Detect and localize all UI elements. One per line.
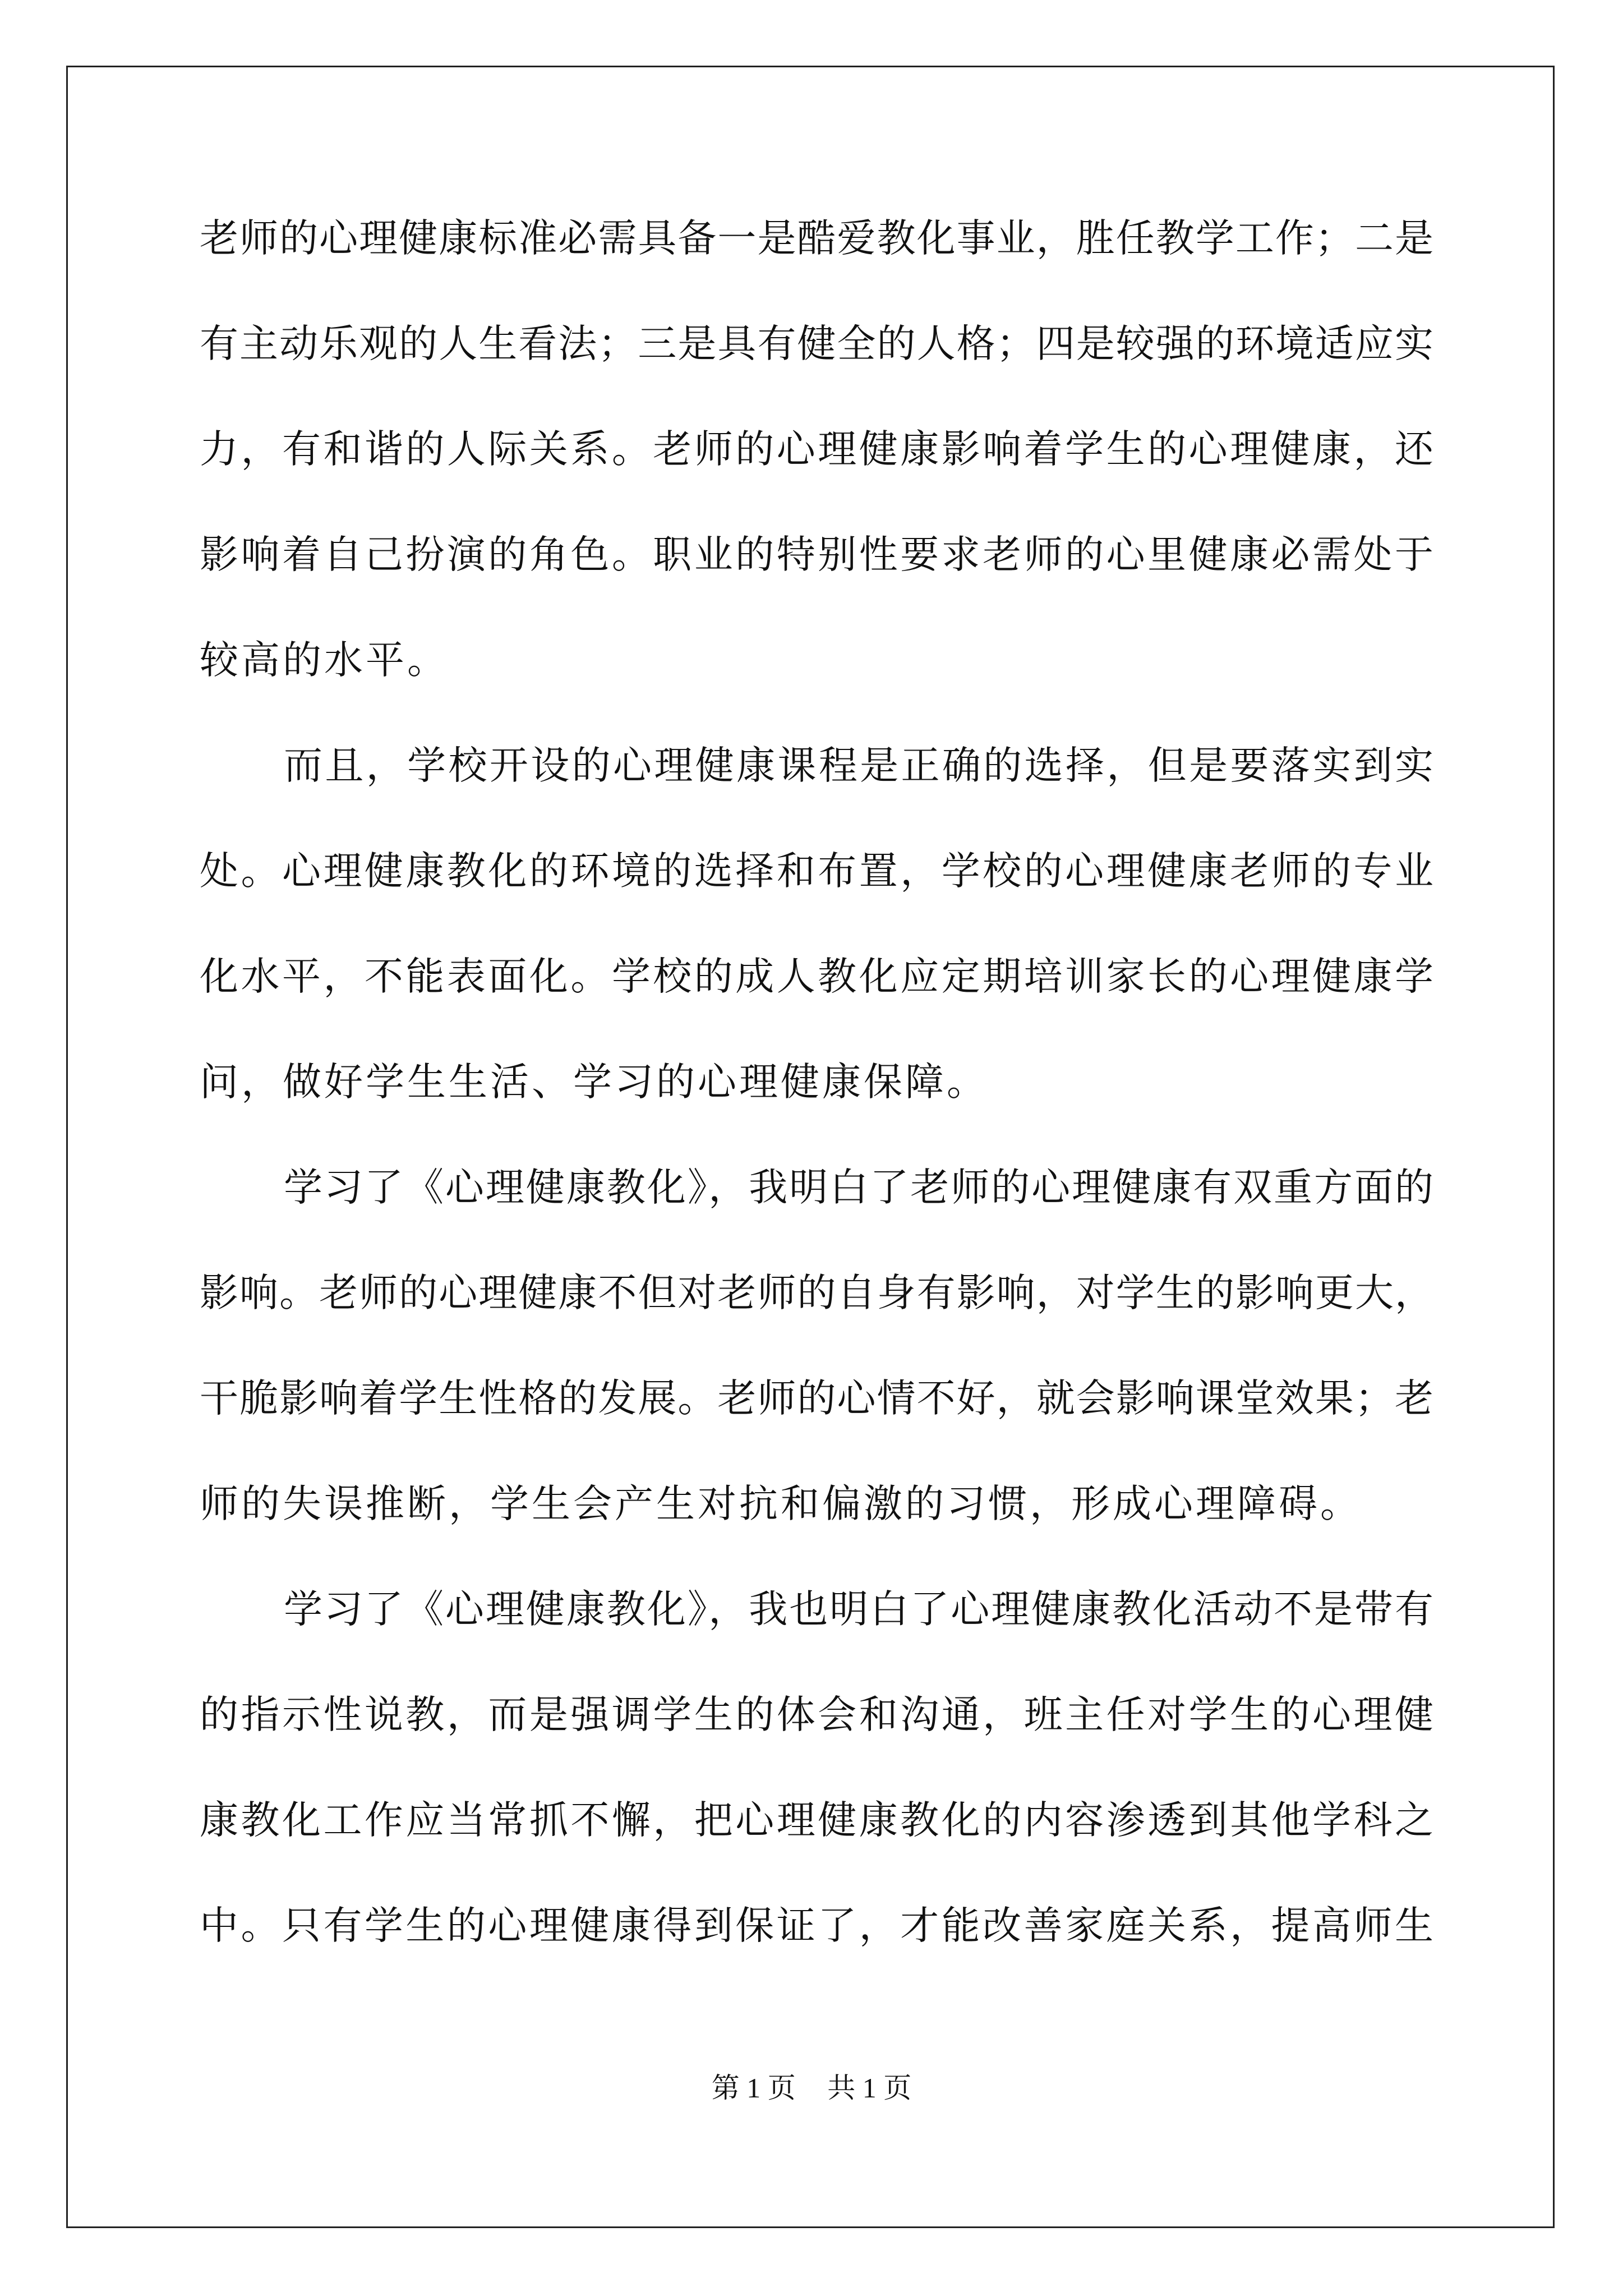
paragraph-1-line-5: 较高的水平。 (200, 638, 449, 683)
paragraph-3-line-3: 干脆影响着学生性格的发展。老师的心情不好，就会影响课堂效果；老 (200, 1376, 1433, 1421)
paragraph-1-line-3: 力，有和谐的人际关系。老师的心理健康影响着学生的心理健康，还 (200, 427, 1433, 472)
paragraph-2-line-1: 而且，学校开设的心理健康课程是正确的选择，但是要落实到实 (284, 743, 1433, 788)
page-number-label: 第 1 页 (711, 2072, 796, 2104)
paragraph-4-line-2: 的指示性说教，而是强调学生的体会和沟通，班主任对学生的心理健 (200, 1692, 1433, 1737)
document-body (200, 211, 1433, 2004)
paragraph-3-line-2: 影响。老师的心理健康不但对老师的自身有影响，对学生的影响更大， (200, 1271, 1433, 1315)
paragraph-4-line-3: 康教化工作应当常抓不懈，把心理健康教化的内容渗透到其他学科之 (200, 1798, 1433, 1843)
paragraph-1-line-2: 有主动乐观的人生看法；三是具有健全的人格；四是较强的环境适应实 (200, 321, 1433, 366)
paragraph-2-line-2: 处。心理健康教化的环境的选择和布置，学校的心理健康老师的专业 (200, 849, 1433, 894)
paragraph-3-line-4: 师的失误推断，学生会产生对抗和偏激的习惯，形成心理障碍。 (200, 1481, 1362, 1526)
page-total-label: 共 1 页 (827, 2072, 912, 2104)
paragraph-4-line-1: 学习了《心理健康教化》，我也明白了心理健康教化活动不是带有 (284, 1587, 1433, 1632)
page-footer (0, 2071, 1623, 2105)
paragraph-4-line-4: 中。只有学生的心理健康得到保证了，才能改善家庭关系，提高师生 (200, 1903, 1433, 1948)
paragraph-3-line-1: 学习了《心理健康教化》，我明白了老师的心理健康有双重方面的 (284, 1165, 1433, 1210)
paragraph-2-line-3: 化水平，不能表面化。学校的成人教化应定期培训家长的心理健康学 (200, 954, 1433, 999)
paragraph-1-line-1: 老师的心理健康标准必需具备一是酷爱教化事业，胜任教学工作；二是 (200, 216, 1433, 261)
paragraph-2-line-4: 问，做好学生生活、学习的心理健康保障。 (200, 1060, 988, 1105)
paragraph-1-line-4: 影响着自己扮演的角色。职业的特别性要求老师的心里健康必需处于 (200, 532, 1433, 577)
